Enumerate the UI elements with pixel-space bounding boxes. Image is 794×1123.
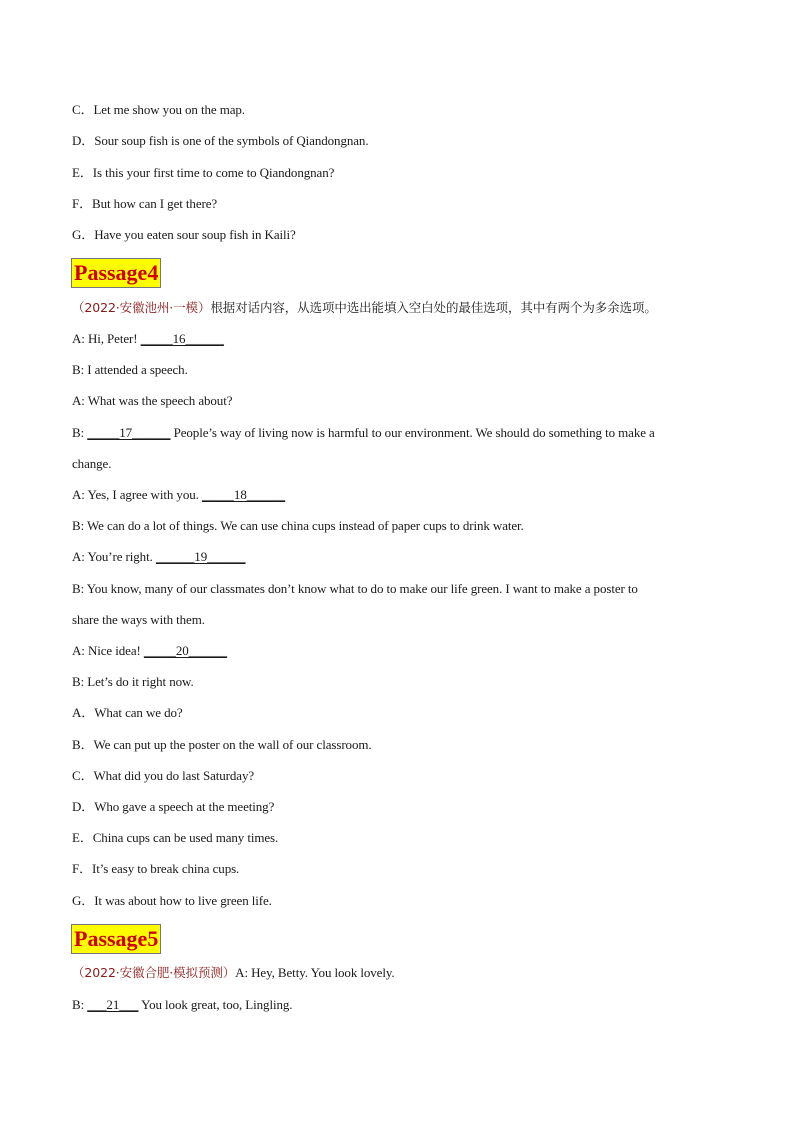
blank-21: ___21___ <box>87 997 139 1012</box>
passage3-option-e: E．Is this your first time to come to Qiandongnan? <box>72 165 335 180</box>
dialogue-line-2: B: I attended a speech. <box>72 362 188 377</box>
dialogue-line-7: B: We can do a lot of things. We can use china cups instead of paper cups to drink water. <box>72 518 524 533</box>
blank-19: ______19______ <box>155 549 246 564</box>
dialogue-line-1: A: Hi, Peter! _____16______ <box>72 331 224 346</box>
dialogue-line-10: share the ways with them. <box>72 612 205 627</box>
passage3-option-g: G．Have you eaten sour soup fish in Kaili? <box>72 227 296 242</box>
passage4-option-a: A．What can we do? <box>72 705 183 720</box>
passage4-option-c: C．What did you do last Saturday? <box>72 768 255 783</box>
passage4-option-b: B．We can put up the poster on the wall of our classroom. <box>72 737 372 752</box>
passage5-source: （2022·安徽合肥·模拟预测） <box>72 965 236 980</box>
blank-18: _____18______ <box>201 487 286 502</box>
dialogue-line-11: A: Nice idea! _____20______ <box>72 643 228 658</box>
blank-16: _____16______ <box>140 331 224 346</box>
passage4-option-g: G．It was about how to live green life. <box>72 893 272 908</box>
passage4-option-d: D．Who gave a speech at the meeting? <box>72 799 275 814</box>
passage4-instruction: 根据对话内容，从选项中选出能填入空白处的最佳选项，其中有两个为多余选项。 <box>210 300 657 315</box>
passage4-heading: Passage4 <box>71 258 161 288</box>
dialogue-line-3: A: What was the speech about? <box>72 393 233 408</box>
dialogue-line-6: A: Yes, I agree with you. _____18______ <box>72 487 286 502</box>
passage4-option-e: E．China cups can be used many times. <box>72 830 279 845</box>
passage5-heading: Passage5 <box>71 924 161 954</box>
blank-20: _____20______ <box>143 643 228 658</box>
passage4-source: （2022·安徽池州·一模） <box>72 300 211 315</box>
passage5-line-1: （2022·安徽合肥·模拟预测）A: Hey, Betty. You look lovely. <box>72 965 395 980</box>
passage3-option-f: F．But how can I get there? <box>72 196 218 211</box>
dialogue-line-4: B: _____17______ People’s way of living now is harmful to our environment. We should do something to make a <box>72 425 655 440</box>
dialogue-line-12: B: Let’s do it right now. <box>72 674 194 689</box>
passage4-option-f: F．It’s easy to break china cups. <box>72 861 240 876</box>
passage3-option-c: C．Let me show you on the map. <box>72 102 245 117</box>
dialogue-line-8: A: You’re right. ______19______ <box>72 549 246 564</box>
passage5-line-2: B: ___21___ You look great, too, Lingling. <box>72 997 293 1012</box>
passage3-option-d: D．Sour soup fish is one of the symbols of Qiandongnan. <box>72 133 369 148</box>
dialogue-line-5: change. <box>72 456 112 471</box>
passage4-instruction-line <box>72 300 657 316</box>
blank-17: _____17______ <box>87 425 171 440</box>
dialogue-line-9: B: You know, many of our classmates don’t know what to do to make our life green. I want to make a poster to <box>72 581 638 596</box>
